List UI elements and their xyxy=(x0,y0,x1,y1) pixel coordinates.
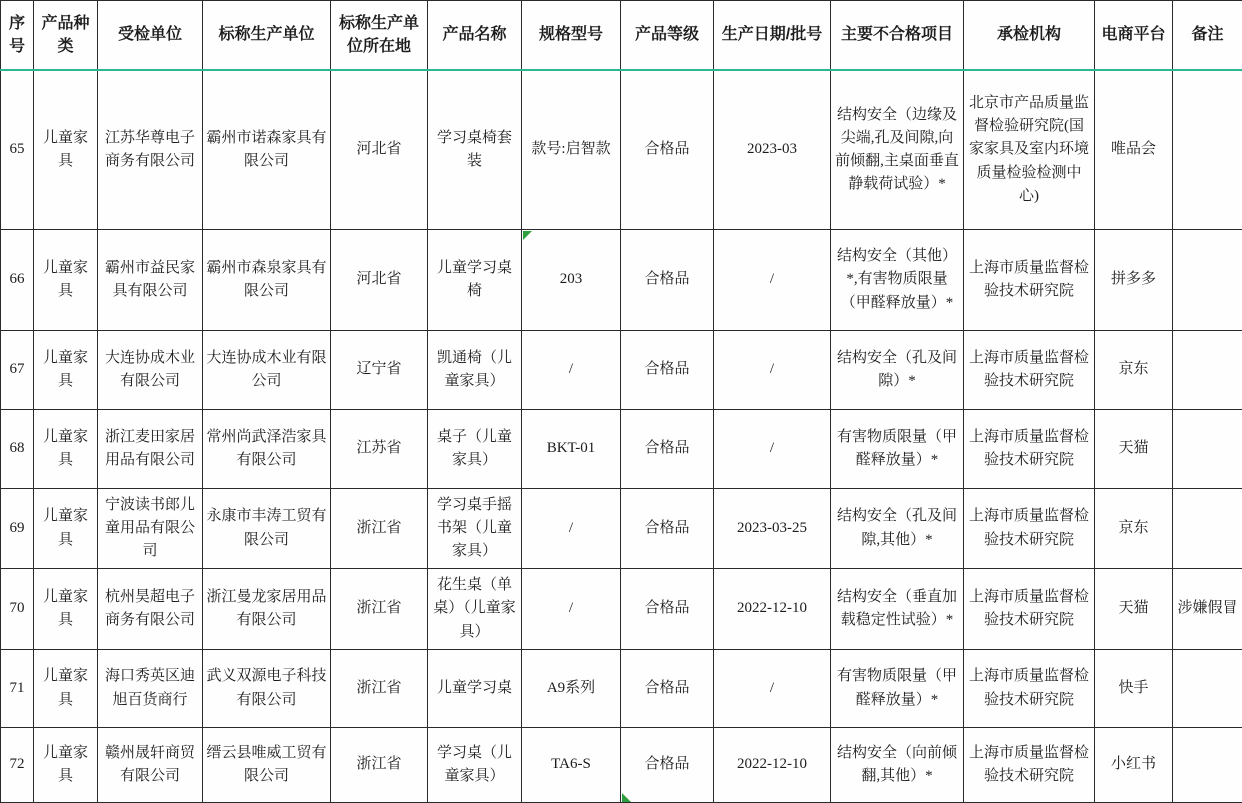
cell-product-name: 学习桌（儿童家具） xyxy=(428,728,522,803)
cell-platform: 京东 xyxy=(1095,331,1173,410)
cell-product-name: 儿童学习桌椅 xyxy=(428,230,522,331)
cell-producer-location: 浙江省 xyxy=(331,728,428,803)
cell-inspection-agency: 北京市产品质量监督检验研究院(国家家具及室内环境质量检验检测中心) xyxy=(964,70,1095,230)
cell-production-date: 2022-12-10 xyxy=(714,728,831,803)
green-corner-marker xyxy=(523,231,532,240)
header-product-name: 产品名称 xyxy=(428,1,522,71)
cell-category: 儿童家具 xyxy=(34,650,98,728)
cell-category: 儿童家具 xyxy=(34,331,98,410)
cell-seq: 66 xyxy=(1,230,34,331)
cell-inspected-unit: 杭州昊超电子商务有限公司 xyxy=(98,569,203,650)
table-header-row xyxy=(1,1,1242,71)
cell-seq: 70 xyxy=(1,569,34,650)
cell-producer: 霸州市诺森家具有限公司 xyxy=(203,70,331,230)
cell-producer: 浙江曼龙家居用品有限公司 xyxy=(203,569,331,650)
header-remark: 备注 xyxy=(1173,1,1242,71)
cell-spec-model: / xyxy=(522,331,621,410)
cell-remark xyxy=(1173,410,1242,489)
cell-producer: 霸州市森泉家具有限公司 xyxy=(203,230,331,331)
header-inspection-agency: 承检机构 xyxy=(964,1,1095,71)
cell-platform: 拼多多 xyxy=(1095,230,1173,331)
cell-seq: 67 xyxy=(1,331,34,410)
header-spec-model: 规格型号 xyxy=(522,1,621,71)
header-category: 产品种类 xyxy=(34,1,98,71)
cell-grade: 合格品 xyxy=(621,70,714,230)
cell-spec-model: 款号:启智款 xyxy=(522,70,621,230)
cell-production-date: 2023-03-25 xyxy=(714,489,831,569)
cell-failed-items: 结构安全（其他）*,有害物质限量（甲醛释放量）* xyxy=(831,230,964,331)
cell-failed-items: 结构安全（孔及间隙）* xyxy=(831,331,964,410)
cell-failed-items: 有害物质限量（甲醛释放量）* xyxy=(831,650,964,728)
header-producer: 标称生产单位 xyxy=(203,1,331,71)
cell-category: 儿童家具 xyxy=(34,410,98,489)
cell-production-date: / xyxy=(714,230,831,331)
cell-inspected-unit: 宁波读书郎儿童用品有限公司 xyxy=(98,489,203,569)
cell-failed-items: 结构安全（向前倾翻,其他）* xyxy=(831,728,964,803)
cell-grade: 合格品 xyxy=(621,650,714,728)
cell-platform: 快手 xyxy=(1095,650,1173,728)
cell-platform: 京东 xyxy=(1095,489,1173,569)
cell-seq: 69 xyxy=(1,489,34,569)
cell-production-date: 2022-12-10 xyxy=(714,569,831,650)
cell-inspected-unit: 霸州市益民家具有限公司 xyxy=(98,230,203,331)
header-platform: 电商平台 xyxy=(1095,1,1173,71)
grade-text: 合格品 xyxy=(644,756,689,772)
cell-seq: 71 xyxy=(1,650,34,728)
table-row xyxy=(1,331,1242,410)
cell-production-date: / xyxy=(714,331,831,410)
cell-platform: 小红书 xyxy=(1095,728,1173,803)
cell-producer: 永康市丰涛工贸有限公司 xyxy=(203,489,331,569)
cell-inspection-agency: 上海市质量监督检验技术研究院 xyxy=(964,331,1095,410)
table-row xyxy=(1,410,1242,489)
table-row xyxy=(1,728,1242,803)
cell-product-name: 桌子（儿童家具） xyxy=(428,410,522,489)
cell-producer-location: 河北省 xyxy=(331,70,428,230)
cell-platform: 天猫 xyxy=(1095,569,1173,650)
cell-inspected-unit: 大连协成木业有限公司 xyxy=(98,331,203,410)
cell-remark xyxy=(1173,650,1242,728)
cell-category: 儿童家具 xyxy=(34,728,98,803)
cell-inspected-unit: 江苏华尊电子商务有限公司 xyxy=(98,70,203,230)
cell-inspection-agency: 上海市质量监督检验技术研究院 xyxy=(964,728,1095,803)
cell-spec-model: A9系列 xyxy=(522,650,621,728)
cell-producer: 武义双源电子科技有限公司 xyxy=(203,650,331,728)
cell-inspection-agency: 上海市质量监督检验技术研究院 xyxy=(964,569,1095,650)
cell-grade: 合格品 xyxy=(621,230,714,331)
header-failed-items: 主要不合格项目 xyxy=(831,1,964,71)
header-seq: 序号 xyxy=(1,1,34,71)
cell-spec-model: / xyxy=(522,489,621,569)
cell-producer-location: 河北省 xyxy=(331,230,428,331)
cell-category: 儿童家具 xyxy=(34,489,98,569)
cell-failed-items: 有害物质限量（甲醛释放量）* xyxy=(831,410,964,489)
cell-failed-items: 结构安全（边缘及尖端,孔及间隙,向前倾翻,主桌面垂直静载荷试验）* xyxy=(831,70,964,230)
spec-model-text: 203 xyxy=(560,271,583,287)
cell-remark: 涉嫌假冒 xyxy=(1173,569,1242,650)
cell-grade: 合格品 xyxy=(621,410,714,489)
cell-grade: 合格品 xyxy=(621,489,714,569)
cell-producer: 常州尚武泽浩家具有限公司 xyxy=(203,410,331,489)
cell-remark xyxy=(1173,728,1242,803)
cell-seq: 68 xyxy=(1,410,34,489)
cell-producer-location: 江苏省 xyxy=(331,410,428,489)
cell-failed-items: 结构安全（孔及间隙,其他）* xyxy=(831,489,964,569)
cell-category: 儿童家具 xyxy=(34,569,98,650)
table-row xyxy=(1,569,1242,650)
cell-producer-location: 辽宁省 xyxy=(331,331,428,410)
cell-inspection-agency: 上海市质量监督检验技术研究院 xyxy=(964,230,1095,331)
cell-production-date: 2023-03 xyxy=(714,70,831,230)
cell-spec-model: TA6-S xyxy=(522,728,621,803)
cell-production-date: / xyxy=(714,650,831,728)
cell-platform: 唯品会 xyxy=(1095,70,1173,230)
cell-platform: 天猫 xyxy=(1095,410,1173,489)
cell-spec-model: BKT-01 xyxy=(522,410,621,489)
cell-remark xyxy=(1173,489,1242,569)
cell-producer: 大连协成木业有限公司 xyxy=(203,331,331,410)
cell-inspection-agency: 上海市质量监督检验技术研究院 xyxy=(964,489,1095,569)
cell-production-date: / xyxy=(714,410,831,489)
cell-producer-location: 浙江省 xyxy=(331,489,428,569)
cell-spec-model: / xyxy=(522,569,621,650)
table-row xyxy=(1,230,1242,331)
cell-category: 儿童家具 xyxy=(34,70,98,230)
cell-inspected-unit: 海口秀英区迪旭百货商行 xyxy=(98,650,203,728)
cell-product-name: 凯通椅（儿童家具） xyxy=(428,331,522,410)
cell-grade: 合格品 xyxy=(621,569,714,650)
cell-inspection-agency: 上海市质量监督检验技术研究院 xyxy=(964,410,1095,489)
cell-producer-location: 浙江省 xyxy=(331,650,428,728)
table-row xyxy=(1,70,1242,230)
cell-producer: 缙云县唯威工贸有限公司 xyxy=(203,728,331,803)
cell-remark xyxy=(1173,70,1242,230)
cell-product-name: 花生桌（单桌）（儿童家具） xyxy=(428,569,522,650)
cell-spec-model xyxy=(522,230,621,331)
cell-category: 儿童家具 xyxy=(34,230,98,331)
cell-product-name: 学习桌椅套装 xyxy=(428,70,522,230)
cell-product-name: 学习桌手摇书架（儿童家具） xyxy=(428,489,522,569)
header-inspected-unit: 受检单位 xyxy=(98,1,203,71)
cell-remark xyxy=(1173,331,1242,410)
cell-grade: 合格品 xyxy=(621,331,714,410)
cell-failed-items: 结构安全（垂直加载稳定性试验）* xyxy=(831,569,964,650)
cell-remark xyxy=(1173,230,1242,331)
table-row xyxy=(1,650,1242,728)
cell-inspected-unit: 浙江麦田家居用品有限公司 xyxy=(98,410,203,489)
cell-seq: 65 xyxy=(1,70,34,230)
table-row xyxy=(1,489,1242,569)
cell-seq: 72 xyxy=(1,728,34,803)
header-grade: 产品等级 xyxy=(621,1,714,71)
cell-product-name: 儿童学习桌 xyxy=(428,650,522,728)
header-producer-location: 标称生产单位所在地 xyxy=(331,1,428,71)
cell-inspection-agency: 上海市质量监督检验技术研究院 xyxy=(964,650,1095,728)
cell-inspected-unit: 赣州晟轩商贸有限公司 xyxy=(98,728,203,803)
cell-producer-location: 浙江省 xyxy=(331,569,428,650)
header-production-date: 生产日期/批号 xyxy=(714,1,831,71)
cell-grade xyxy=(621,728,714,803)
